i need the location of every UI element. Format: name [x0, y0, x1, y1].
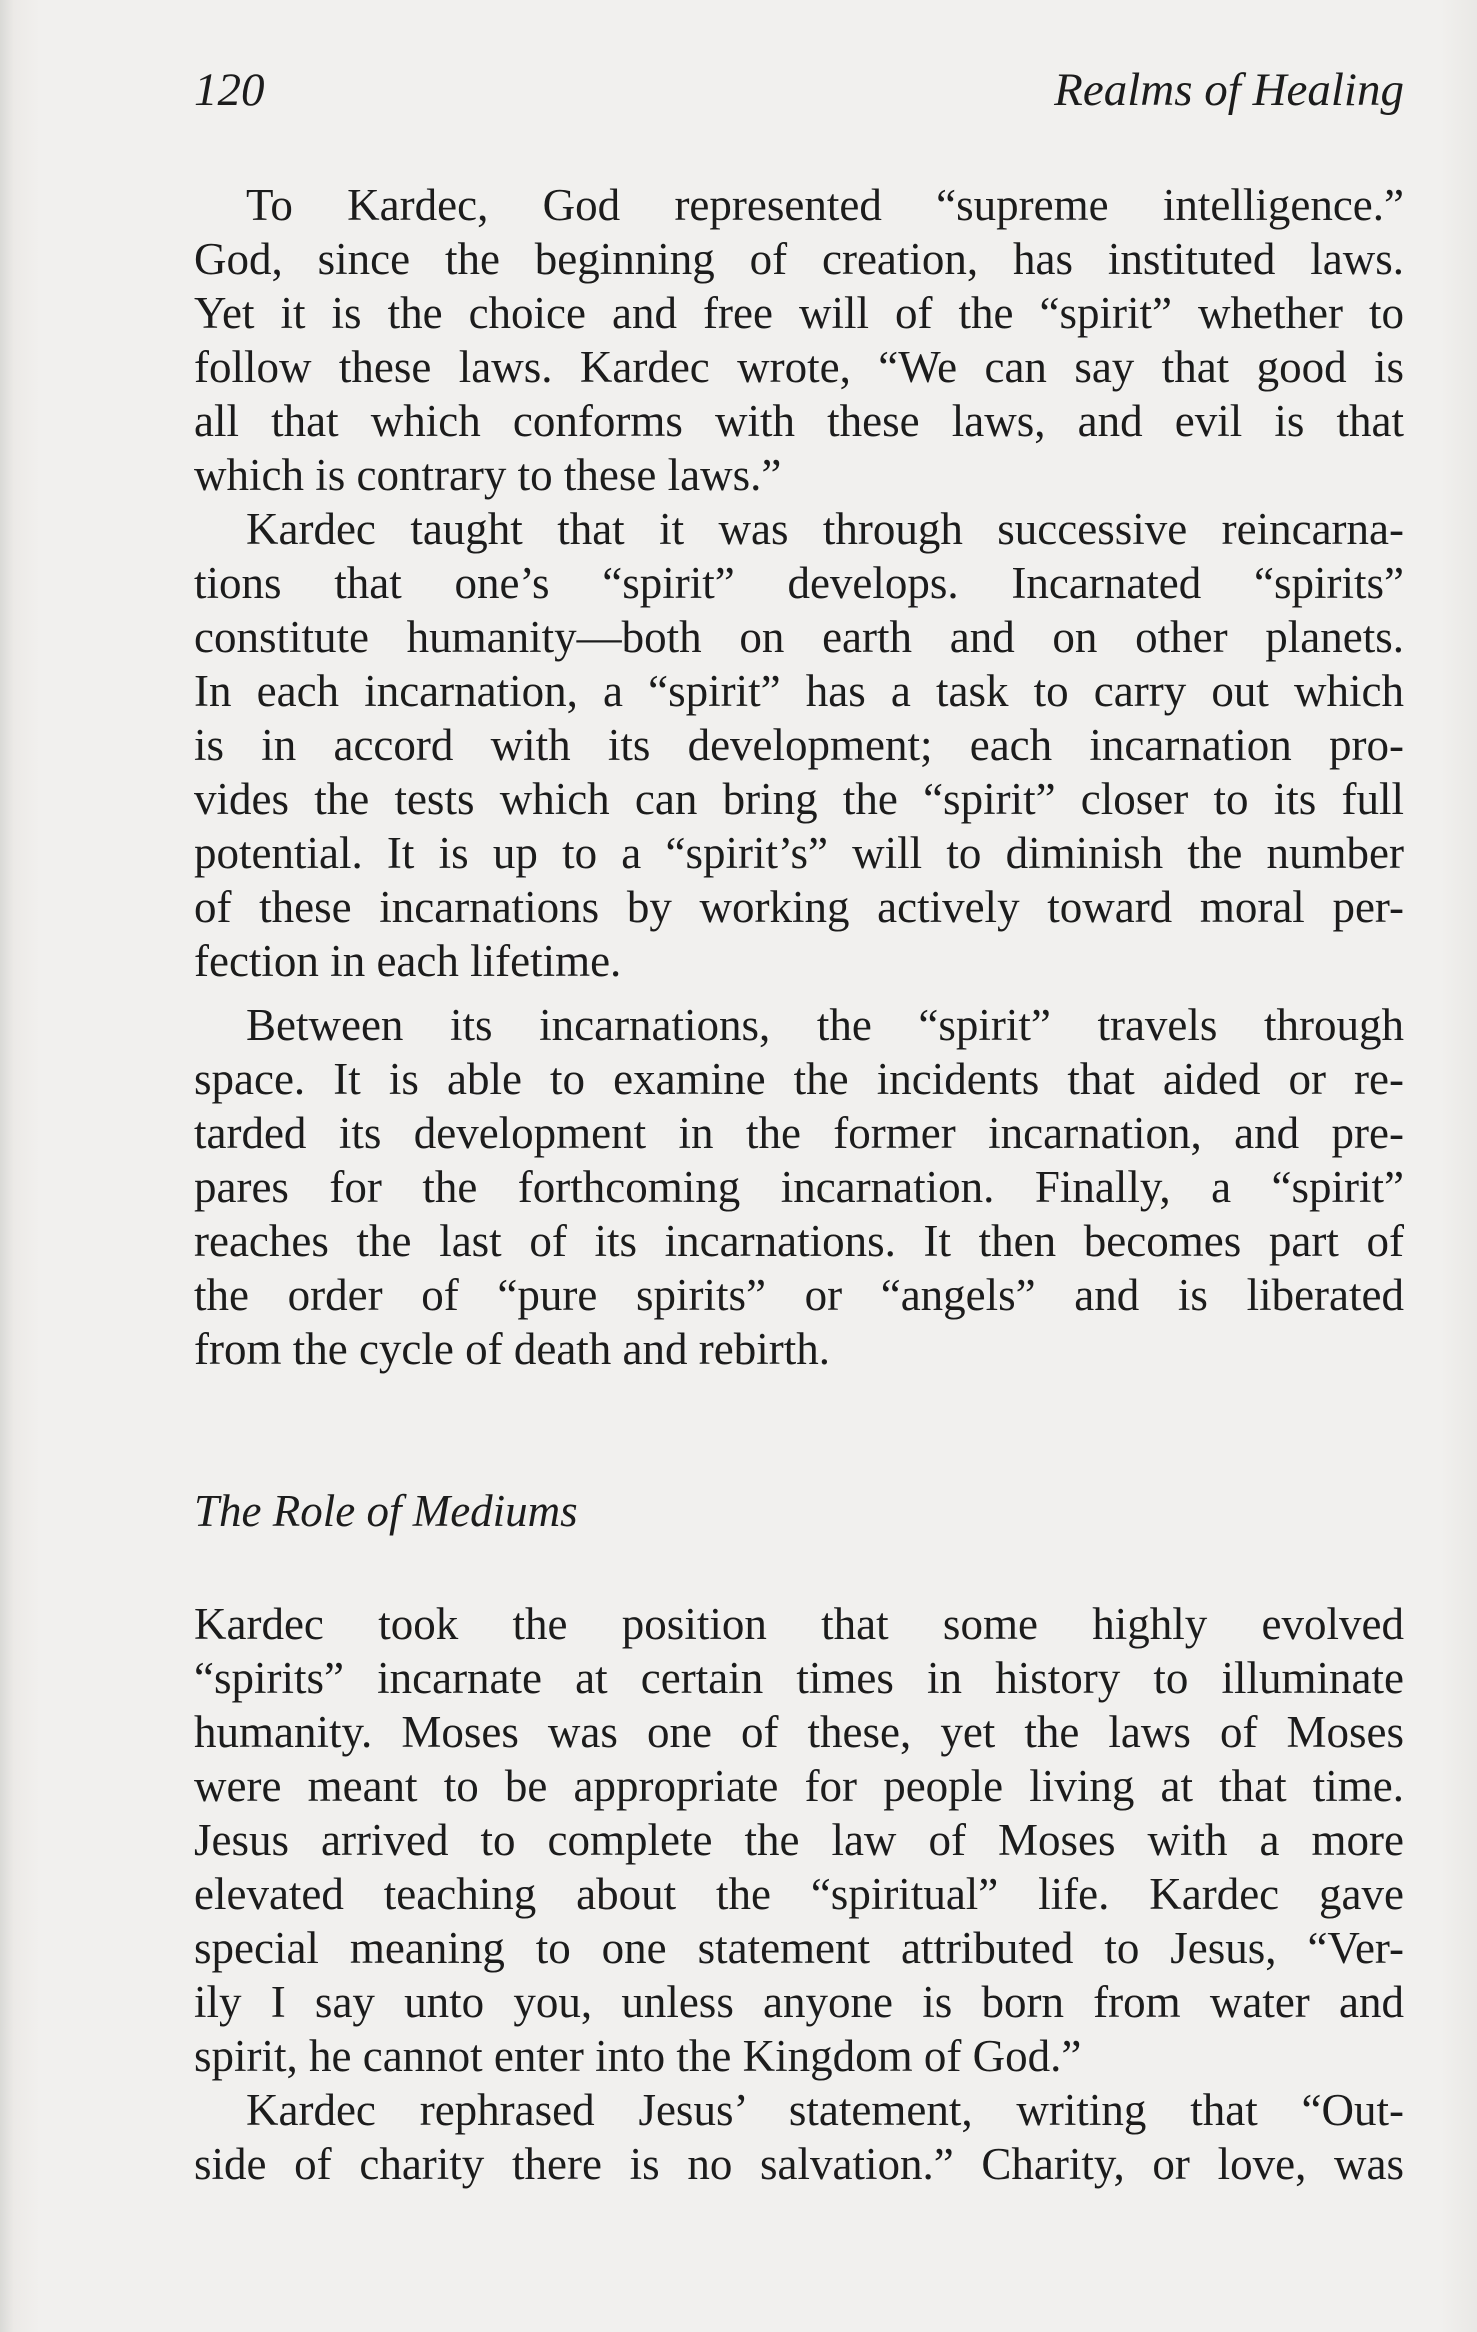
text-line: ily I say unto you, unless anyone is born from water and [194, 1977, 1404, 2027]
paragraph [194, 2083, 1404, 2191]
text-line: reaches the last of its incarnations. It then becomes part of [194, 1216, 1404, 1266]
page-header [194, 60, 1404, 120]
paragraph [194, 998, 1404, 1376]
text-line: special meaning to one statement attributed to Jesus, “Ver- [194, 1923, 1404, 1973]
section-heading: The Role of Mediums [194, 1486, 578, 1536]
text-line: pares for the forthcoming incarnation. Finally, a “spirit” [194, 1162, 1404, 1212]
paragraph [194, 178, 1404, 502]
text-line: of these incarnations by working actively toward moral per- [194, 882, 1404, 932]
text-line: space. It is able to examine the incidents that aided or re- [194, 1054, 1404, 1104]
text-line: were meant to be appropriate for people living at that time. [194, 1761, 1404, 1811]
body-text-section-1 [194, 178, 1404, 1376]
text-line: In each incarnation, a “spirit” has a task to carry out which [194, 666, 1404, 716]
text-line: follow these laws. Kardec wrote, “We can say that good is [194, 342, 1404, 392]
text-line: Kardec took the position that some highly evolved [194, 1599, 1404, 1649]
text-line: fection in each lifetime. [194, 936, 622, 986]
text-line: the order of “pure spirits” or “angels” and is liberated [194, 1270, 1404, 1320]
page-number: 120 [194, 64, 265, 116]
text-line: tions that one’s “spirit” develops. Incarnated “spirits” [194, 558, 1404, 608]
paragraph [194, 1597, 1404, 2083]
text-line: tarded its development in the former incarnation, and pre- [194, 1108, 1404, 1158]
text-line: Kardec taught that it was through successive reincarna- [246, 504, 1404, 554]
text-line: potential. It is up to a “spirit’s” will to diminish the number [194, 828, 1404, 878]
text-line: Between its incarnations, the “spirit” travels through [246, 1000, 1404, 1050]
text-line: from the cycle of death and rebirth. [194, 1324, 830, 1374]
text-line: constitute humanity—both on earth and on other planets. [194, 612, 1404, 662]
text-line: vides the tests which can bring the “spirit” closer to its full [194, 774, 1404, 824]
body-text-section-2 [194, 1597, 1404, 2191]
text-line: God, since the beginning of creation, has instituted laws. [194, 234, 1404, 284]
text-line: side of charity there is no salvation.” Charity, or love, was [194, 2139, 1404, 2189]
text-line: elevated teaching about the “spiritual” life. Kardec gave [194, 1869, 1404, 1919]
text-line: is in accord with its development; each incarnation pro- [194, 720, 1404, 770]
text-line: Yet it is the choice and free will of the “spirit” whether to [194, 288, 1404, 338]
text-line: Jesus arrived to complete the law of Moses with a more [194, 1815, 1404, 1865]
text-line: humanity. Moses was one of these, yet the laws of Moses [194, 1707, 1404, 1757]
running-head: Realms of Healing [1054, 64, 1404, 116]
paragraph [194, 502, 1404, 988]
text-line: all that which conforms with these laws, and evil is that [194, 396, 1404, 446]
text-line: To Kardec, God represented “supreme intelligence.” [246, 180, 1404, 230]
text-line: Kardec rephrased Jesus’ statement, writing that “Out- [246, 2085, 1404, 2135]
text-line: spirit, he cannot enter into the Kingdom of God.” [194, 2031, 1082, 2081]
text-line: “spirits” incarnate at certain times in history to illuminate [194, 1653, 1404, 1703]
text-line: which is contrary to these laws.” [194, 450, 782, 500]
